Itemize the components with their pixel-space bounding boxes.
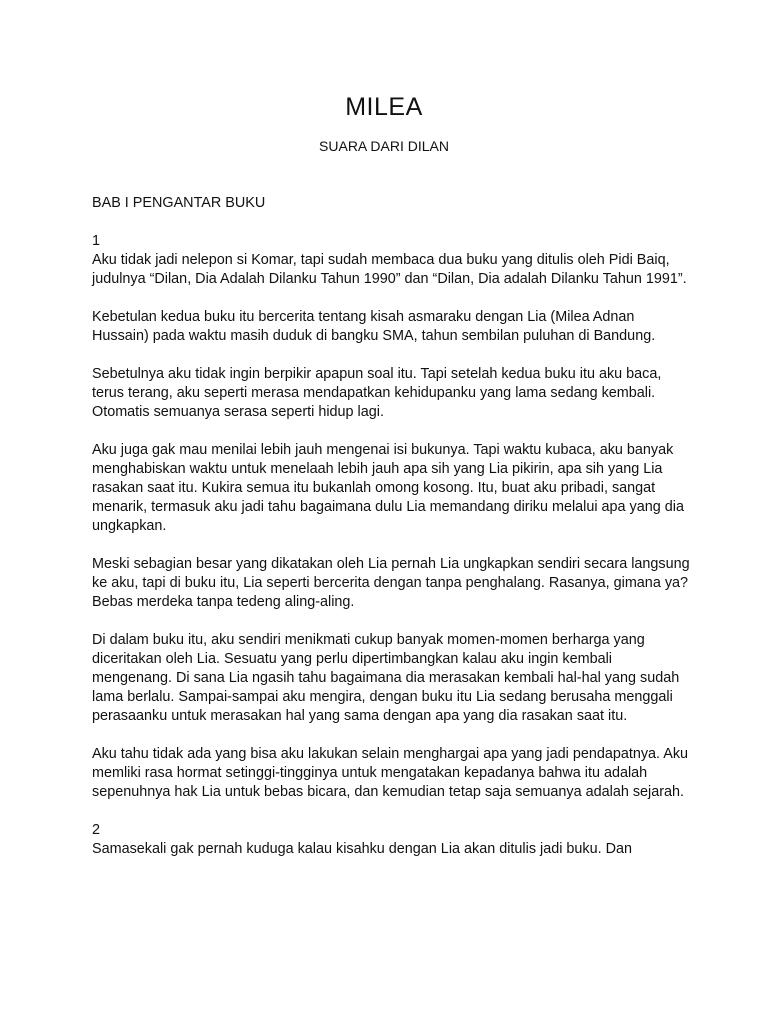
- section-number: 1: [92, 233, 101, 249]
- chapter-heading: BAB I PENGANTAR BUKU: [92, 195, 266, 211]
- document-title: MILEA: [345, 93, 423, 121]
- section-number: 2: [92, 822, 101, 838]
- paragraph: Aku juga gak mau menilai lebih jauh mengenai isi bukunya. Tapi waktu kubaca, aku banyak menghabiskan waktu untuk menelaah lebih jauh apa sih yang Lia pikirin, apa sih yang Lia rasakan saat itu. Kukira semua itu bukanlah omong kosong. Itu, buat aku pribadi, sangat menarik, termasuk aku jadi tahu bagaimana dulu Lia memandang diriku melalui apa yang dia ungkapkan.: [92, 442, 684, 534]
- paragraph: Aku tidak jadi nelepon si Komar, tapi sudah membaca dua buku yang ditulis oleh Pidi Baiq, judulnya “Dilan, Dia Adalah Dilanku Tahun 1990” dan “Dilan, Dia adalah Dilanku Tahun 1991”.: [92, 252, 687, 287]
- paragraph: Aku tahu tidak ada yang bisa aku lakukan selain menghargai apa yang jadi pendapatnya. Aku memliki rasa hormat setinggi-tingginya untuk mengatakan kepadanya bahwa itu adalah sepenuhnya hak Lia untuk bebas bicara, dan kemudian tetap saja semuanya adalah sejarah.: [92, 746, 689, 800]
- paragraph: Samasekali gak pernah kuduga kalau kisahku dengan Lia akan ditulis jadi buku. Dan: [92, 841, 633, 857]
- paragraph: Sebetulnya aku tidak ingin berpikir apapun soal itu. Tapi setelah kedua buku itu aku baca, terus terang, aku seperti merasa mendapatkan kehidupanku yang lama sedang kembali. Otomatis semuanya serasa seperti hidup lagi.: [92, 366, 662, 420]
- document-body: [92, 194, 692, 859]
- paragraph: Kebetulan kedua buku itu bercerita tentang kisah asmaraku dengan Lia (Milea Adnan Hussain) pada waktu masih duduk di bangku SMA, tahun sembilan puluhan di Bandung.: [92, 309, 656, 344]
- document-subtitle: SUARA DARI DILAN: [319, 138, 449, 154]
- paragraph: Meski sebagian besar yang dikatakan oleh Lia pernah Lia ungkapkan sendiri secara langsung ke aku, tapi di buku itu, Lia seperti bercerita dengan tanpa penghalang. Rasanya, gimana ya? Bebas merdeka tanpa tedeng aling-aling.: [92, 556, 690, 610]
- paragraph: Di dalam buku itu, aku sendiri menikmati cukup banyak momen-momen berharga yang diceritakan oleh Lia. Sesuatu yang perlu dipertimbangkan kalau aku ingin kembali mengenang. Di sana Lia ngasih tahu bagaimana dia merasakan kembali hal-hal yang sudah lama berlalu. Sampai-sampai aku mengira, dengan buku itu Lia sedang berusaha menggali perasaanku untuk merasakan hal yang sama dengan apa yang dia rasakan saat itu.: [92, 632, 680, 724]
